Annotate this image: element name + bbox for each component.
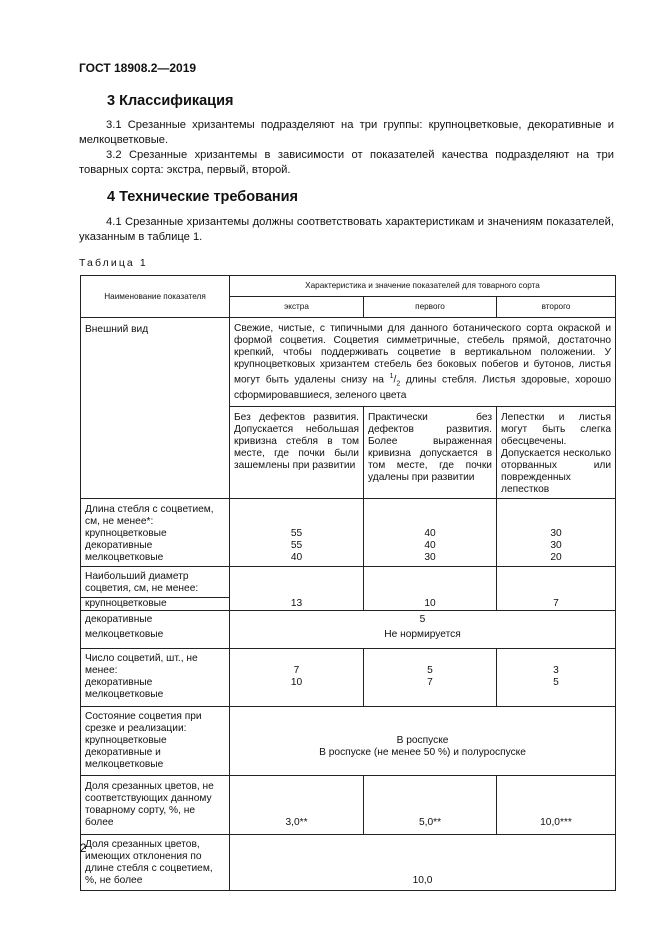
count-label: Число соцветий, шт., не менее: — [85, 653, 198, 677]
state-label-cell — [81, 707, 230, 776]
length-label: Длина стебля с соцветием, см, не менее*: — [85, 504, 214, 528]
appearance-first: Практически без дефектов развития. Более выраженная кривизна допускается в том месте, где почки удалены при развитии — [364, 407, 497, 499]
header-group: Характеристика и значение показателей для товарного сорта — [230, 276, 616, 297]
length-row-0-name: крупноцветковые — [85, 528, 167, 540]
fraction-denominator: 2 — [396, 380, 401, 388]
count-row-0-name: декоративные — [85, 677, 153, 689]
state-label: Состояние соцветия при срезке и реализации: — [85, 711, 202, 735]
count-row-1-second: 5 — [553, 677, 559, 689]
diameter-small-value: Не нормируется — [230, 626, 616, 649]
count-label-cell — [81, 649, 230, 707]
count-second-cell — [497, 649, 616, 707]
state-values-cell — [230, 707, 616, 776]
page-number: 2 — [80, 843, 87, 855]
length-row-0-first: 40 — [424, 528, 436, 540]
length-row-1-extra: 55 — [290, 540, 303, 552]
count-row-0-extra: 7 — [293, 665, 300, 677]
count-row-0-second: 3 — [553, 665, 559, 677]
appearance-second: Лепестки и листья могут быть слегка обесцвечены. Допускается несколько оторванных или поврежденных лепестков — [497, 407, 616, 499]
diameter-label-cell — [81, 567, 230, 598]
length-row-0-extra: 55 — [290, 528, 303, 540]
table-caption: Таблица 1 — [79, 257, 148, 269]
quality-table — [80, 275, 616, 891]
appearance-common-post: длины стебля. Листья здоровые, хорошо сформировавшиеся, зеленого цвета — [234, 374, 612, 402]
paragraph-3-2: 3.2 Срезанные хризантемы в зависимости от показателей качества подразделяют на три товарных сорта: экстра, первый, второй. — [79, 149, 614, 176]
length-row-2-first: 30 — [424, 552, 436, 564]
count-row-0-first: 5 — [427, 665, 433, 677]
header-indicator: Наименование показателя — [81, 276, 230, 318]
length-row-2-name: мелкоцветковые — [85, 552, 164, 564]
section-3-title: 3 Классификация — [107, 93, 234, 109]
appearance-label: Внешний вид — [81, 318, 230, 499]
diameter-decor-value: 5 — [230, 611, 616, 627]
state-large-value: В роспуске — [396, 735, 449, 747]
diameter-large-first: 10 — [364, 598, 497, 611]
appearance-common-pre: Свежие, чистые, с типичными для данного ботанического сорта окраской и формой соцветия. Соцветия симметричные, стебель прямой, достаточно крепкий, чтобы поддерживать соцветие в вертикальном положении. У крупноцветковых хризантем стебель без боковых побегов и бутонов, листья могут быть удалены снизу на — [234, 323, 612, 386]
length-row-1-name: декоративные — [85, 540, 153, 552]
count-row-1-extra: 10 — [290, 677, 303, 689]
share-second: 10,0*** — [497, 776, 616, 835]
appearance-extra: Без дефектов развития. Допускается небольшая кривизна стебля в том месте, где почки были зашемлены при развитии — [230, 407, 364, 499]
appearance-common: Свежие, чистые, с типичными для данного ботанического сорта окраской и формой соцветия. Соцветия симметричные, стебель прямой, достаточно крепкий, чтобы поддерживать соцветие в вертикальном положении. У крупноцветковых хризантем стебель без боковых побегов и бутонов, листья могут быть удалены снизу на $^1/_2$ длины стебля. Листья здоровые, хорошо сформировавшиеся, зеленого цвета — [230, 318, 616, 407]
header-first: первого — [364, 297, 497, 318]
document-code: ГОСТ 18908.2—2019 — [79, 61, 197, 75]
length-second-cell — [497, 499, 616, 567]
count-extra-cell — [230, 649, 364, 707]
diameter-spacer-first — [364, 567, 497, 598]
length-row-0-second: 30 — [550, 528, 562, 540]
diameter-spacer-second — [497, 567, 616, 598]
diameter-small-name: мелкоцветковые — [81, 626, 230, 649]
state-large-name: крупноцветковые — [85, 735, 167, 747]
deviation-label: Доля срезанных цветов, имеющих отклонения по длине стебля с соцветием, %, не более — [81, 835, 230, 891]
paragraph-3-1: 3.1 Срезанные хризантемы подразделяют на три группы: крупноцветковые, декоративные и мелкоцветковые. — [79, 119, 614, 146]
state-rest-name: декоративные и мелкоцветковые — [85, 747, 164, 771]
diameter-large-extra: 13 — [230, 598, 364, 611]
share-label: Доля срезанных цветов, не соответствующих данному товарному сорту, %, не более — [81, 776, 230, 835]
length-first-cell — [364, 499, 497, 567]
diameter-large-name: крупноцветковые — [81, 598, 230, 611]
header-extra: экстра — [230, 297, 364, 318]
state-rest-value: В роспуске (не менее 50 %) и полуроспуске — [319, 747, 526, 759]
length-row-1-second: 30 — [550, 540, 562, 552]
diameter-label: Наибольший диаметр соцветия, см, не менее: — [85, 571, 199, 595]
count-row-1-first: 7 — [427, 677, 433, 689]
length-label-cell — [81, 499, 230, 567]
share-first: 5,0** — [364, 776, 497, 835]
length-row-1-first: 40 — [424, 540, 436, 552]
diameter-spacer-extra — [230, 567, 364, 598]
count-row-1-name: мелкоцветковые — [85, 689, 164, 701]
paragraph-4-1: 4.1 Срезанные хризантемы должны соответствовать характеристикам и значениям показателей, указанным в таблице 1. — [79, 216, 614, 243]
length-row-2-extra: 40 — [290, 552, 303, 564]
length-row-2-second: 20 — [550, 552, 562, 564]
diameter-large-second: 7 — [497, 598, 616, 611]
length-extra-cell — [230, 499, 364, 567]
section-4-title: 4 Технические требования — [107, 189, 299, 205]
fraction-numerator: 1 — [389, 373, 394, 380]
deviation-value: 10,0 — [230, 835, 616, 891]
header-second: второго — [497, 297, 616, 318]
count-first-cell — [364, 649, 497, 707]
share-extra: 3,0** — [230, 776, 364, 835]
diameter-decor-name: декоративные — [81, 611, 230, 627]
